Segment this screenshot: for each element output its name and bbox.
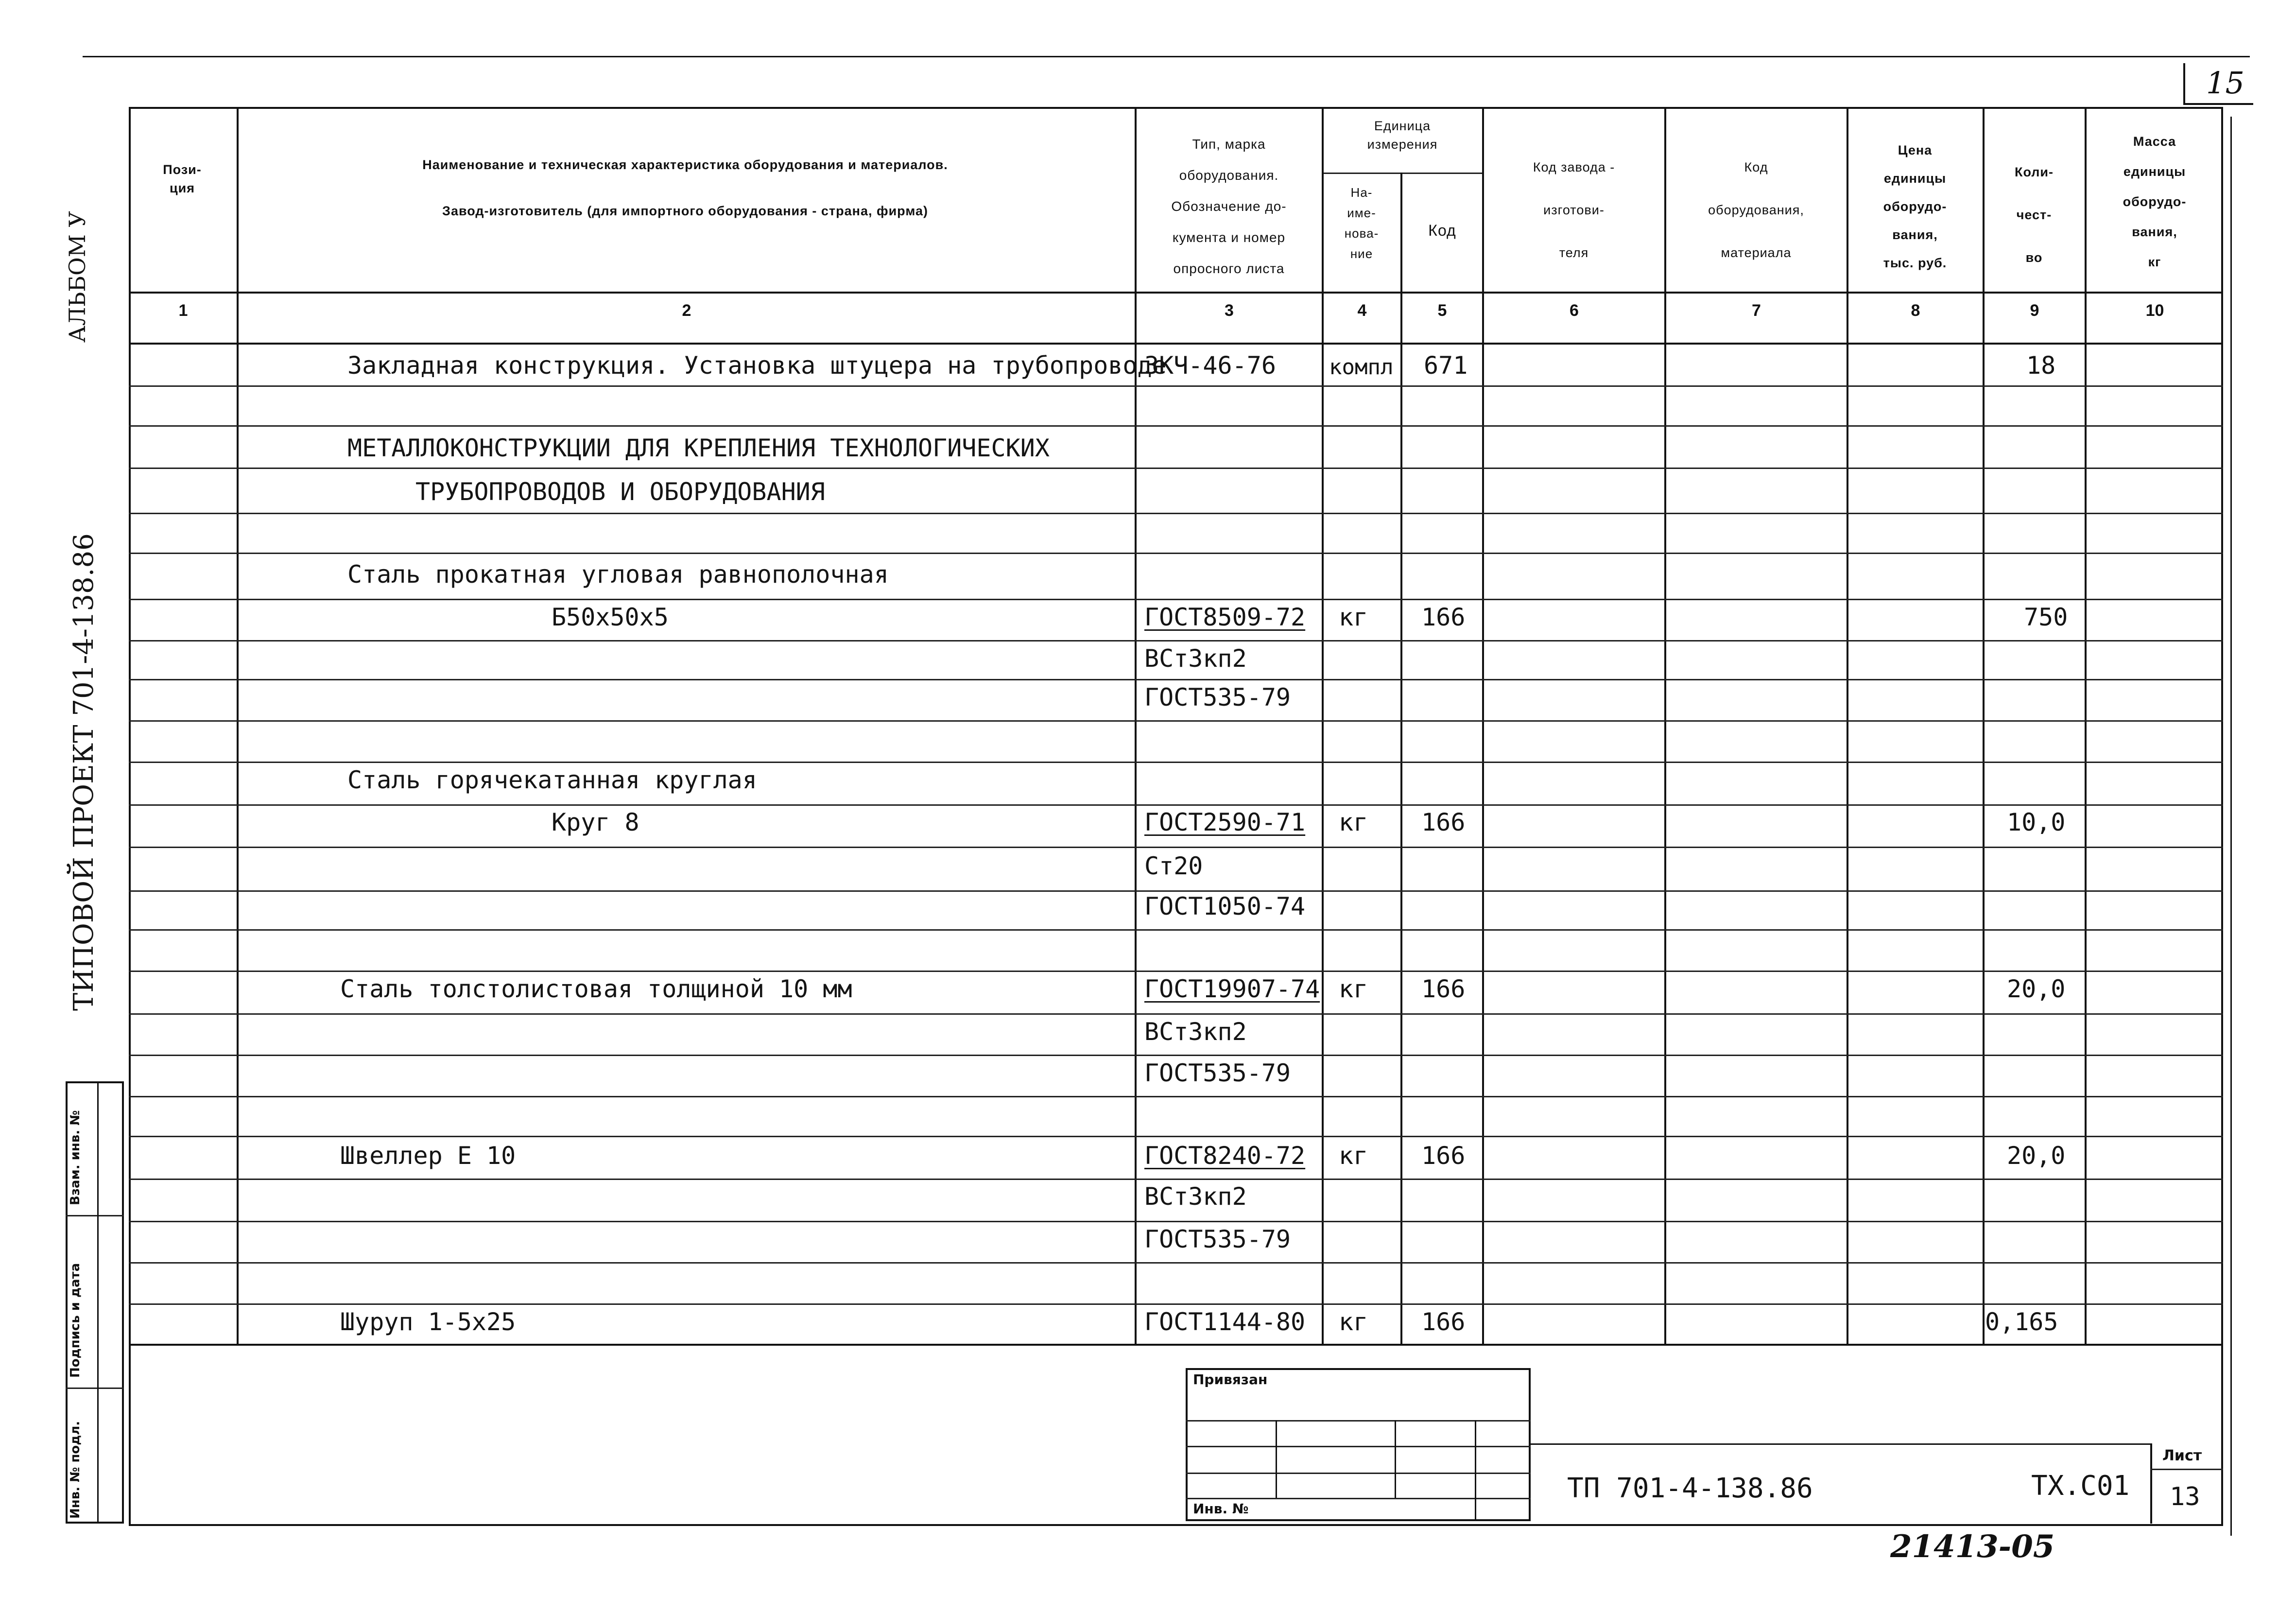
left-stamp-line [66,1215,124,1216]
column-number: 3 [1225,301,1234,320]
item-type: ГОСТ19907-74 [1144,975,1320,1003]
row-line [129,513,2223,514]
row-line [129,1221,2223,1222]
header-name-line2: Завод-изготовитель (для импортного оборудования - страна, фирма) [442,204,928,218]
item-unit: кг [1339,1308,1368,1336]
column-number: 8 [1911,301,1920,320]
row-line [129,720,2223,722]
privyazan-label: Привязан [1193,1371,1268,1388]
row-line [129,971,2223,972]
privyazan-line [1186,1498,1531,1499]
colnum-bottom [129,343,2223,345]
header-equipment-code: Код оборудования, материала [1708,160,1804,260]
row-line [129,425,2223,427]
document-code: ТП 701-4-138.86 [1567,1473,1813,1504]
column-number: 6 [1570,301,1579,320]
item-code: 166 [1421,1142,1466,1170]
item-qty: 18 [2026,351,2056,380]
col-line [1847,107,1848,1344]
column-number: 4 [1357,301,1367,320]
row-line [129,762,2223,763]
stamp-sign-date: Подпись и дата [68,1263,83,1378]
header-unit-name: На- име- нова- ние [1344,185,1379,261]
header-name-line1: Наименование и техническая характеристика оборудования и материалов. [422,157,948,172]
row-line [129,640,2223,642]
row-line [129,1136,2223,1137]
col-line [1322,107,1324,1344]
row-line [129,1179,2223,1180]
stamp-vzam-inv: Взам. инв. № [68,1110,83,1205]
item-qty: 750 [2024,603,2068,631]
header-factory-code: Код завода - изготови- теля [1533,160,1615,260]
album-label: АЛЬБОМ У [64,211,90,343]
item-unit: компл [1329,355,1394,380]
sheet-label-line [2150,1469,2223,1470]
item-type: ВСт3кп2 [1144,1018,1247,1046]
sheet-label: Лист [2162,1447,2202,1464]
header-unit-code: Код [1428,222,1456,239]
col-line [1983,107,1985,1344]
row-line [129,553,2223,554]
row-line [129,679,2223,680]
row-line [129,385,2223,387]
privyazan-line [1186,1473,1531,1474]
item-code: 671 [1424,351,1468,380]
header-quantity: Коли- чест- во [2014,165,2054,265]
item-qty: 10,0 [2007,808,2066,836]
title-block-divider [2150,1443,2152,1524]
col-line [2085,107,2087,1344]
item-name: Швеллер Е 10 [340,1142,516,1170]
header-bottom [129,292,2223,294]
item-type: ЗКЧ-46-76 [1144,351,1276,380]
project-vertical-label: ТИПОВОЙ ПРОЕКТ 701-4-138.86 [68,533,100,1011]
row-line [129,1013,2223,1015]
row-line [129,1344,2223,1346]
item-name: Сталь прокатная угловая равнополочная [347,560,889,589]
item-type: ВСт3кп2 [1144,644,1247,673]
section-title: ТРУБОПРОВОДОВ И ОБОРУДОВАНИЯ [415,478,825,506]
item-name: Б50х50х5 [552,603,669,631]
document-mark: ТХ.С01 [2031,1470,2130,1502]
row-line [129,1096,2223,1097]
column-number: 1 [178,301,188,320]
item-type: ГОСТ2590-71 [1144,808,1306,836]
privyazan-line [1186,1446,1531,1447]
left-stamp-divider [97,1081,99,1524]
item-code: 166 [1421,603,1466,631]
item-unit: кг [1339,1142,1368,1170]
item-unit: кг [1339,603,1368,631]
column-number: 7 [1752,301,1761,320]
right-outer-rule [2230,117,2232,1536]
item-type: ГОСТ535-79 [1144,1059,1291,1087]
privyazan-col [1395,1420,1396,1498]
item-type: ГОСТ8240-72 [1144,1142,1306,1170]
col-line [1135,107,1137,1344]
item-unit: кг [1339,808,1368,836]
column-number: 9 [2030,301,2039,320]
left-stamp-line [66,1388,124,1389]
item-type: ГОСТ1050-74 [1144,892,1306,920]
header-type: Тип, марка оборудования. Обозначение до- кумента и номер опросного листа [1171,137,1287,276]
row-line [129,1055,2223,1056]
column-number: 10 [2145,301,2164,320]
item-type: ГОСТ535-79 [1144,683,1291,711]
col-line [237,107,239,1344]
item-code: 166 [1421,975,1466,1003]
archive-number: 21413-05 [1890,1528,2055,1565]
item-name: Закладная конструкция. Установка штуцера на трубопроводе [347,351,1167,380]
row-line [129,1303,2223,1305]
header-position: Пози- ция [163,162,202,195]
item-type: Ст20 [1144,852,1203,880]
inv-no-label: Инв. № [1193,1501,1249,1517]
row-line [129,847,2223,848]
title-block-top [1531,1443,2150,1445]
top-rule [83,56,2250,57]
row-line [129,599,2223,600]
col-line [1664,107,1666,1344]
item-code: 166 [1421,1308,1466,1336]
header-unit-group: Единица измерения [1367,119,1438,152]
item-code: 166 [1421,808,1466,836]
header-mass: Масса единицы оборудо- вания, кг [2123,134,2187,269]
stamp-inv-podl: Инв. № подл. [68,1421,83,1519]
privyazan-col [1475,1420,1476,1521]
header-price: Цена единицы оборудо- вания, тыс. руб. [1883,143,1947,270]
privyazan-col [1276,1420,1277,1498]
column-number: 2 [682,301,691,320]
section-title: МЕТАЛЛОКОНСТРУКЦИИ ДЛЯ КРЕПЛЕНИЯ ТЕХНОЛОГИЧЕСКИХ [347,434,1050,462]
item-qty: 20,0 [2007,1142,2066,1170]
row-line [129,804,2223,806]
item-unit: кг [1339,975,1368,1003]
col-line [1482,107,1484,1344]
column-number: 5 [1437,301,1447,320]
item-name: Шуруп 1-5х25 [340,1308,516,1336]
item-qty: 0,165 [1985,1308,2058,1336]
item-type: ГОСТ535-79 [1144,1225,1291,1253]
sheet-mark: 15 [2206,65,2244,101]
item-type: ГОСТ1144-80 [1144,1308,1306,1336]
row-line [129,929,2223,931]
item-name: Круг 8 [552,808,639,836]
sheet-number: 13 [2170,1482,2200,1511]
item-qty: 20,0 [2007,975,2066,1003]
row-line [129,468,2223,469]
item-type: ВСт3кп2 [1144,1182,1247,1211]
privyazan-line [1186,1420,1531,1422]
col-line [1400,173,1402,1344]
row-line [129,1262,2223,1264]
item-name: Сталь горячекатанная круглая [347,766,757,794]
item-type: ГОСТ8509-72 [1144,603,1306,631]
item-name: Сталь толстолистовая толщиной 10 мм [340,975,852,1003]
